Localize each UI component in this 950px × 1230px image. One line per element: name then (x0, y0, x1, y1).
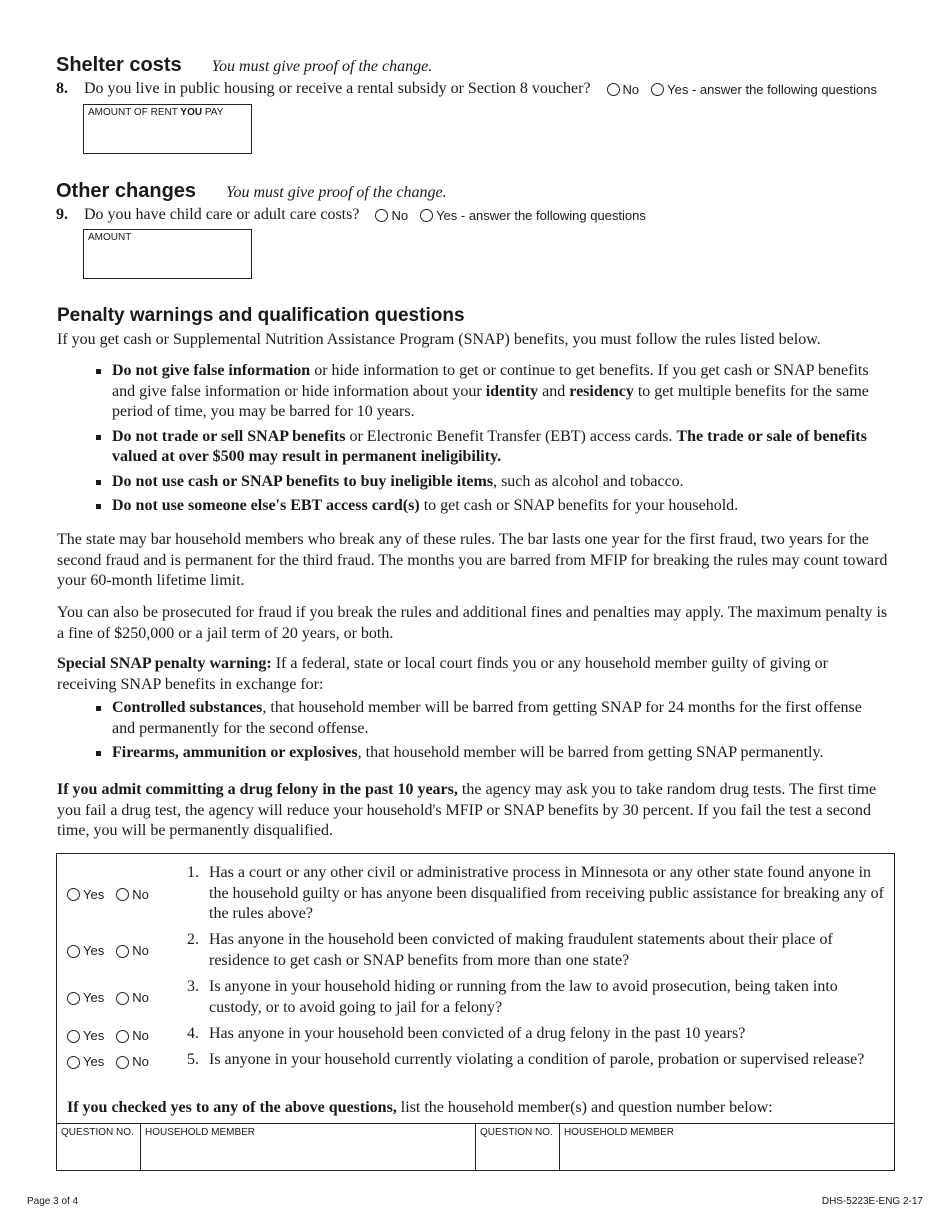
penalty-intro: If you get cash or Supplemental Nutrition Assistance Program (SNAP) benefits, you must follow the rules listed below. (57, 331, 821, 348)
shelter-yes-radio[interactable]: Yes - answer the following questions (651, 82, 877, 97)
bar-paragraph: The state may bar household members who break any of these rules. The bar lasts one year for the first fraud, two years for the second fraud and is permanent for the third fraud. The months you are barred from MFIP for breaking the rules may count toward your 60-month lifetime limit. (57, 531, 888, 589)
controlled-substances-item: Controlled substances, that household member will be barred from getting SNAP for 24 months for the first offense and permanently for the second offense. (112, 698, 882, 739)
radio-circle-icon (420, 209, 433, 222)
question-row-3: Yes No 3. Is anyone in your household hiding or running from the law to avoid prosecution, being taken into custody, or to avoid going to jail for a felony? (67, 977, 889, 1018)
household-member-field-1[interactable]: HOUSEHOLD MEMBER (141, 1124, 476, 1170)
rent-amount-field[interactable] (83, 104, 252, 154)
question-number: 8. (56, 80, 68, 97)
question-row-1: Yes No 1. Has a court or any other civil or administrative process in Minnesota or any other state found anyone in the household guilty or has anyone been disqualified from receiving public assistance for breaking any of the rules above? (67, 863, 889, 925)
question-no-field-2[interactable]: QUESTION NO. (476, 1124, 560, 1170)
page-number: Page 3 of 4 (27, 1196, 79, 1207)
rent-amount-label: AMOUNT OF RENT YOU PAY (88, 107, 224, 118)
shelter-proof-note: You must give proof of the change. (211, 58, 433, 75)
other-proof-note: You must give proof of the change. (226, 184, 447, 201)
checked-yes-instruction: If you checked yes to any of the above questions, list the household member(s) and question number below: (67, 1099, 773, 1116)
q2-no-radio[interactable]: No (116, 932, 149, 971)
question-number: 9. (56, 206, 68, 223)
q1-yes-radio[interactable]: Yes (67, 865, 104, 925)
care-costs-question: Do you have child care or adult care costs? (84, 206, 360, 223)
household-member-field-2[interactable]: HOUSEHOLD MEMBER (564, 1127, 675, 1138)
question-row-4: Yes No 4. Has anyone in your household been convicted of a drug felony in the past 10 years? (67, 1024, 889, 1047)
snap-warning-paragraph: Special SNAP penalty warning: If a federal, state or local court finds you or any household member guilty of giving or receiving SNAP benefits in exchange for: (57, 655, 828, 693)
question-no-field-1[interactable]: QUESTION NO. (57, 1124, 141, 1170)
shelter-no-radio[interactable]: No (607, 82, 640, 97)
q5-no-radio[interactable]: No (116, 1052, 149, 1073)
snap-warning-list (112, 698, 882, 768)
rule-ineligible-items: Do not use cash or SNAP benefits to buy ineligible items, such as alcohol and tobacco. (112, 472, 872, 493)
radio-circle-icon (651, 83, 664, 96)
form-id: DHS-5223E-ENG 2-17 (821, 1196, 923, 1207)
q2-yes-radio[interactable]: Yes (67, 932, 104, 971)
shelter-question: Do you live in public housing or receive a rental subsidy or Section 8 voucher? (84, 80, 591, 97)
q5-yes-radio[interactable]: Yes (67, 1052, 104, 1073)
penalty-heading: Penalty warnings and qualification questions (57, 305, 465, 326)
household-member-table (57, 1123, 894, 1170)
care-yes-radio[interactable]: Yes - answer the following questions (420, 208, 646, 223)
prosecution-paragraph: You can also be prosecuted for fraud if you break the rules and additional fines and penalties may apply. The maximum penalty is a fine of $250,000 or a jail term of 20 years, or both. (57, 604, 888, 642)
shelter-costs-heading: Shelter costs (56, 54, 182, 76)
question-row-2: Yes No 2. Has anyone in the household been convicted of making fraudulent statements about their place of residence to get cash or SNAP benefits from more than one state? (67, 930, 889, 971)
q4-no-radio[interactable]: No (116, 1026, 149, 1047)
rule-ebt-card: Do not use someone else's EBT access card(s) to get cash or SNAP benefits for your household. (112, 496, 872, 517)
radio-circle-icon (607, 83, 620, 96)
rule-false-info: Do not give false information or hide information to get or continue to get benefits. If you get cash or SNAP benefits and give false information or hide information about your identity and residency to get multiple benefits for the same period of time, you may be barred for 10 years. (112, 361, 872, 423)
other-changes-heading: Other changes (56, 180, 197, 202)
care-no-radio[interactable]: No (375, 208, 408, 223)
q3-no-radio[interactable]: No (116, 979, 149, 1018)
care-amount-label: AMOUNT (88, 232, 132, 243)
firearms-item: Firearms, ammunition or explosives, that household member will be barred from getting SNAP permanently. (112, 743, 882, 764)
question-row-5: Yes No 5. Is anyone in your household currently violating a condition of parole, probation or supervised release? (67, 1050, 889, 1073)
rules-list (112, 361, 872, 521)
radio-circle-icon (375, 209, 388, 222)
care-amount-field[interactable] (83, 229, 252, 279)
rule-trade-sell: Do not trade or sell SNAP benefits or Electronic Benefit Transfer (EBT) access cards. The trade or sale of benefits valued at over $500 may result in permanent ineligibility. (112, 427, 872, 468)
drug-felony-paragraph: If you admit committing a drug felony in the past 10 years, the agency may ask you to take random drug tests. The first time you fail a drug test, the agency will reduce your household's MFIP or SNAP benefits by 30 percent. If you fail the test a second time, you will be permanently disqualified. (57, 781, 877, 839)
qualification-questions-box (56, 853, 895, 1171)
q1-no-radio[interactable]: No (116, 865, 149, 925)
q3-yes-radio[interactable]: Yes (67, 979, 104, 1018)
q4-yes-radio[interactable]: Yes (67, 1026, 104, 1047)
